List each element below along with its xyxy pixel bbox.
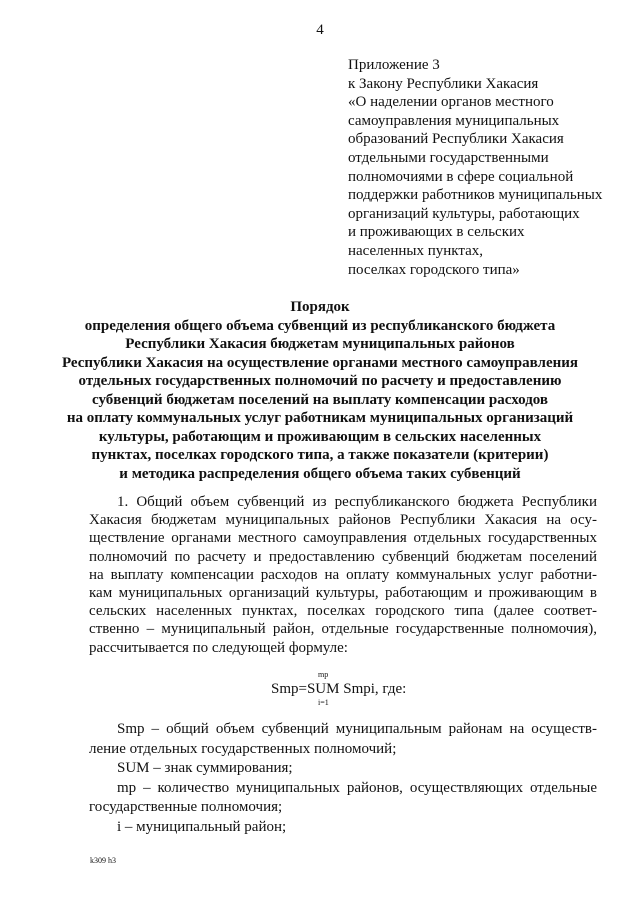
formula-upper-limit: mp (318, 670, 329, 679)
title-line: Республики Хакасия бюджетам муниципальных районов (125, 336, 515, 352)
page-number: 4 (316, 22, 324, 38)
paragraph-line: ществление органами местного самоуправления отдельных государственных (89, 530, 597, 547)
appendix-line: и проживающих в сельских (348, 224, 525, 241)
appendix-line: Приложение 3 (348, 57, 440, 73)
definition-line: SUM – знак суммирования; (117, 760, 293, 776)
appendix-line: к Закону Республики Хакасия (348, 75, 539, 92)
appendix-line: населенных пунктах, (348, 242, 483, 259)
paragraph-line: 1. Общий объем субвенций из республиканского бюджета Республики (117, 494, 597, 510)
appendix-line: «О наделении органов местного (348, 94, 554, 111)
footer-code: k309 h3 (90, 856, 116, 865)
definition-line: ление отдельных государственных полномочий; (89, 740, 397, 757)
paragraph-line: Хакасия бюджетам муниципальных районов Республики Хакасия на осу- (89, 512, 597, 529)
paragraph-line: полномочий по расчету и предоставлению субвенций бюджетам поселений (89, 548, 597, 565)
title-line: Республики Хакасия на осуществление органами местного самоуправления (61, 354, 579, 371)
title-line: пунктах, поселках городского типа, а также показатели (критерии) (91, 447, 549, 463)
title-line: определения общего объема субвенций из республиканского бюджета (84, 317, 556, 334)
paragraph-line: на выплату компенсации расходов на оплату коммунальных услуг работни- (89, 566, 597, 583)
title-line: и методика распределения общего объема таких субвенций (119, 465, 521, 482)
appendix-line: поддержки работников муниципальных (348, 187, 603, 204)
title-line: субвенций бюджетам поселений на выплату компенсации расходов (91, 391, 549, 408)
formula-lower-limit: i=1 (318, 698, 329, 707)
paragraph-line: рассчитывается по следующей формуле: (89, 639, 348, 656)
definition-line: государственные полномочия; (89, 799, 283, 815)
appendix-line: организаций культуры, работающих (348, 205, 580, 222)
sum-formula (0, 668, 640, 708)
title-line: Порядок (290, 299, 350, 315)
title-line: на оплату коммунальных услуг работникам муниципальных организаций (66, 410, 574, 426)
appendix-header (348, 56, 628, 279)
appendix-line: отдельными государственными (348, 149, 549, 166)
appendix-line: образований Республики Хакасия (348, 131, 564, 148)
definition-line: mp – количество муниципальных районов, осуществляющих отдельные (117, 779, 597, 796)
paragraph-line: кам муниципальных организаций культуры, работающим и проживающим в (89, 585, 597, 602)
appendix-line: самоуправления муниципальных (348, 112, 560, 129)
appendix-line: поселках городского типа» (348, 261, 520, 278)
document-title (60, 298, 580, 483)
title-line: отдельных государственных полномочий по расчету и предоставлению (78, 373, 562, 389)
paragraph-1 (89, 493, 597, 657)
definition-line: Smp – общий объем субвенций муниципальным районам на осуществ- (117, 721, 597, 737)
paragraph-line: сельских населенных пунктах, поселках городского типа (далее соответ- (89, 603, 597, 620)
formula-expression: Smp=SUM Smpi, где: (271, 681, 407, 697)
formula-definitions (89, 720, 597, 837)
appendix-line: полномочиями в сфере социальной (348, 168, 574, 185)
definition-line: i – муниципальный район; (117, 818, 287, 835)
title-line: культуры, работающим и проживающим в сельских населенных (98, 428, 542, 445)
paragraph-line: ственно – муниципальный район, отдельные государственные полномочия), (89, 621, 597, 638)
